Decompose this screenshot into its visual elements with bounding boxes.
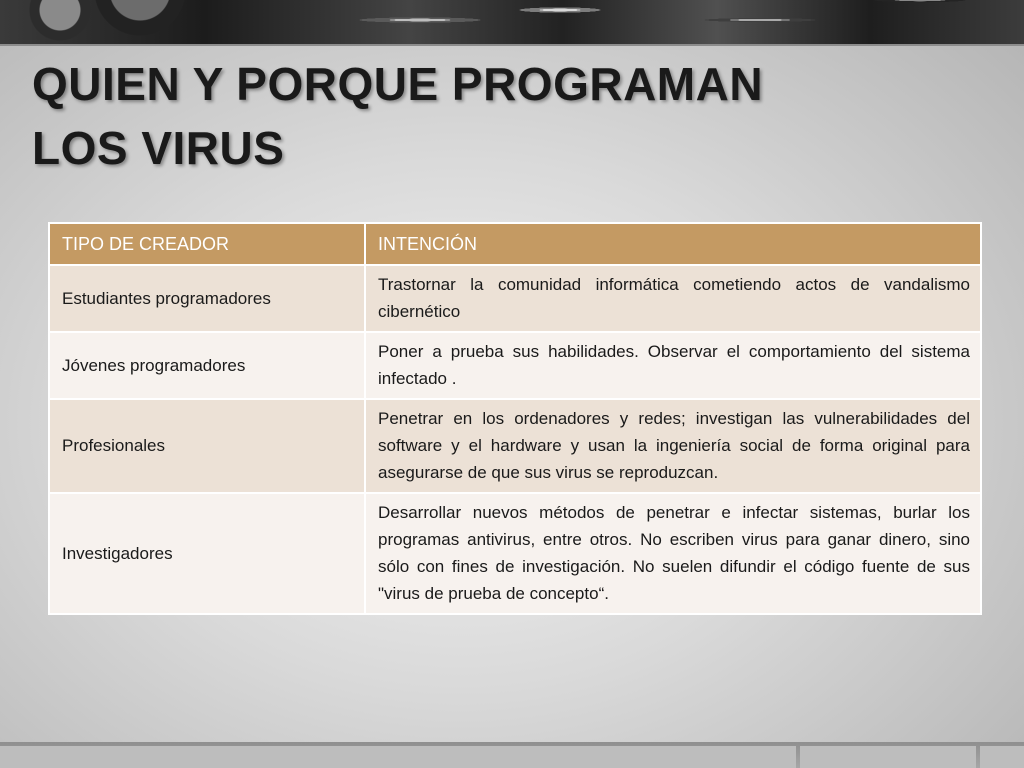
footer-segment <box>0 746 796 768</box>
decorative-footer-strip <box>0 742 1024 768</box>
table-header-row <box>49 223 981 265</box>
creators-table <box>48 222 982 615</box>
table-row <box>49 332 981 399</box>
slide-title <box>32 52 992 180</box>
intention-cell: Trastornar la comunidad informática cometiendo actos de vandalismo cibernético <box>365 265 981 332</box>
creator-cell: Estudiantes programadores <box>49 265 365 332</box>
intention-cell: Poner a prueba sus habilidades. Observar el comportamiento del sistema infectado . <box>365 332 981 399</box>
table-row <box>49 265 981 332</box>
footer-segment <box>980 746 1024 768</box>
table-row <box>49 399 981 493</box>
creator-cell: Jóvenes programadores <box>49 332 365 399</box>
footer-segment <box>800 746 976 768</box>
header-tipo-de-creador: TIPO DE CREADOR <box>49 223 365 265</box>
header-intencion: INTENCIÓN <box>365 223 981 265</box>
decorative-header-strip <box>0 0 1024 46</box>
slide-title-line-2: LOS VIRUS <box>32 122 285 174</box>
creator-cell: Profesionales <box>49 399 365 493</box>
slide-title-line-1: QUIEN Y PORQUE PROGRAMAN <box>32 58 764 110</box>
table-row <box>49 493 981 614</box>
intention-cell: Penetrar en los ordenadores y redes; investigan las vulnerabilidades del software y el hardware y usan la ingeniería social de forma original para asegurarse de que sus virus se reproduzcan. <box>365 399 981 493</box>
intention-cell: Desarrollar nuevos métodos de penetrar e infectar sistemas, burlar los programas antivirus, entre otros. No escriben virus para ganar dinero, sino sólo con fines de investigación. No suelen difundir el código fuente de sus "virus de prueba de concepto“. <box>365 493 981 614</box>
creator-cell: Investigadores <box>49 493 365 614</box>
